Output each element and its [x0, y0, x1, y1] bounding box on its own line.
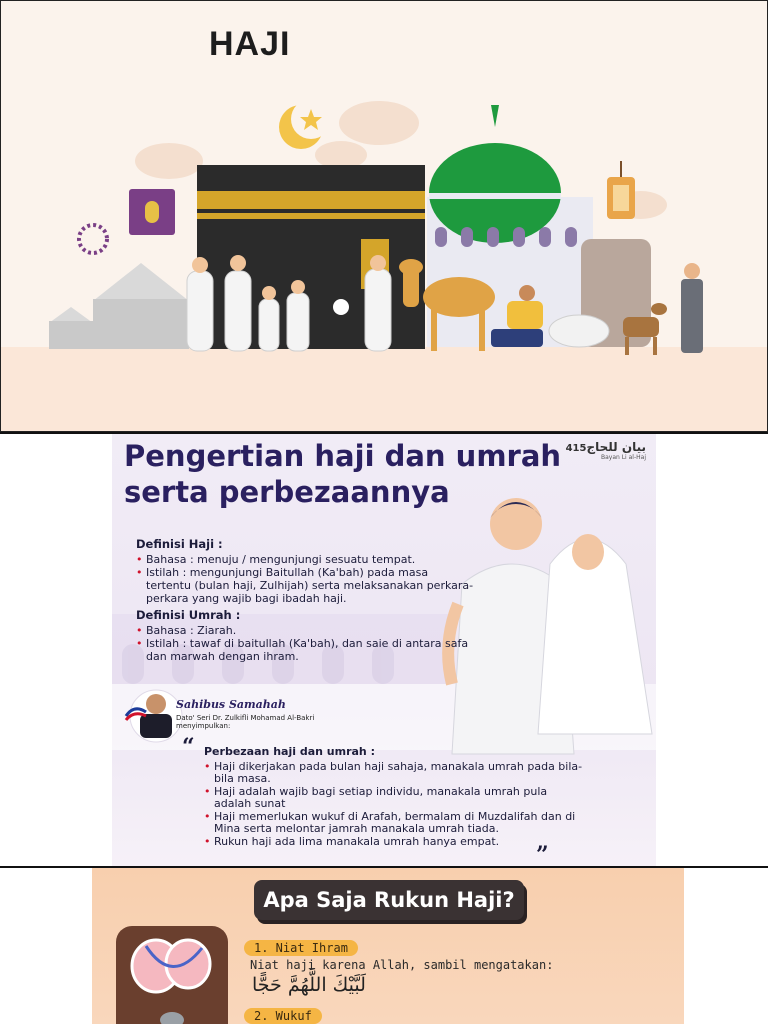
ihram-cloth-graphic: [116, 926, 228, 1024]
rukun-panel: [92, 868, 684, 1024]
slide-rukun-haji: [0, 868, 768, 1024]
step-niat-ihram: 1. Niat Ihram: [244, 940, 358, 956]
bayan-logo: [562, 440, 646, 461]
list-item: • Haji adalah wajib bagi setiap individu, manakala umrah pula adalah sunat: [204, 786, 584, 811]
definisi-umrah-list: [136, 624, 476, 663]
quote-open-icon: “: [182, 734, 195, 760]
infographic-panel: [112, 434, 656, 866]
slide-pengertian: [0, 434, 768, 866]
pilgrim-woman-figure: [538, 534, 652, 734]
perbezaan-section: [204, 746, 584, 848]
definisi-umrah-heading: Definisi Umrah :: [136, 608, 241, 622]
logo-number: 415: [565, 443, 587, 454]
ihram-cloth-icon: [116, 926, 228, 1024]
rukun-title-banner: Apa Saja Rukun Haji?: [254, 880, 524, 920]
step-wukuf: 2. Wukuf: [244, 1008, 322, 1024]
perbezaan-list: [204, 761, 584, 849]
lantern-icon: [607, 161, 635, 219]
prayer-beads-icon: [79, 225, 107, 253]
infographic-title: Pengertian haji dan umrah serta perbezaannya: [124, 439, 562, 509]
list-item: • Haji dikerjakan pada bulan haji sahaja, manakala umrah pada bila-bila masa.: [204, 761, 584, 786]
logo-subtitle: Bayan Li al-Haj: [600, 454, 646, 461]
slide-haji-illustration: [0, 0, 768, 432]
definisi-haji-list: [136, 553, 476, 605]
list-item: • Haji memerlukan wukuf di Arafah, bermalam di Muzdalifah dan di Mina serta melontar jamrah manakala umrah tiada.: [204, 811, 584, 836]
quote-close-icon: ”: [536, 842, 549, 866]
list-item: • Istilah : tawaf di baitullah (Ka'bah), dan saie di antara safa dan marwah dengan ihram.: [136, 637, 476, 663]
list-item: • Bahasa : Ziarah.: [136, 624, 476, 637]
crescent-moon-icon: [279, 99, 331, 149]
step-niat-description: Niat haji karena Allah, sambil mengatakan:: [250, 958, 554, 972]
author-role: Dato' Seri Dr. Zulkifli Mohamad Al-Bakri menyimpulkan:: [176, 714, 315, 730]
list-item: • Rukun haji ada lima manakala umrah hanya empat.: [204, 836, 584, 849]
definitions-section: [136, 534, 476, 663]
perbezaan-heading: Perbezaan haji dan umrah :: [204, 745, 375, 758]
sheep-figure: [549, 315, 609, 347]
author-name: Sahibus Samahah: [176, 698, 286, 711]
definisi-haji-heading: Definisi Haji :: [136, 537, 223, 551]
logo-arabic: بيان للحاج: [586, 440, 646, 454]
list-item: • Istilah : mengunjungi Baitullah (Ka'bah) pada masa tertentu (bulan haji, Zulhijah) serta melaksanakan perkara-perkara yang wajib bagi ibadah haji.: [136, 566, 476, 605]
hajj-illustration: [1, 1, 768, 432]
list-item: • Bahasa : menuju / mengunjungi sesuatu tempat.: [136, 553, 476, 566]
page-title: HAJI: [209, 25, 291, 63]
step-niat-arabic: لَبَّيْكَ اللَّهُمَّ حَجًّا: [252, 974, 366, 996]
quran-book-icon: [129, 189, 175, 235]
